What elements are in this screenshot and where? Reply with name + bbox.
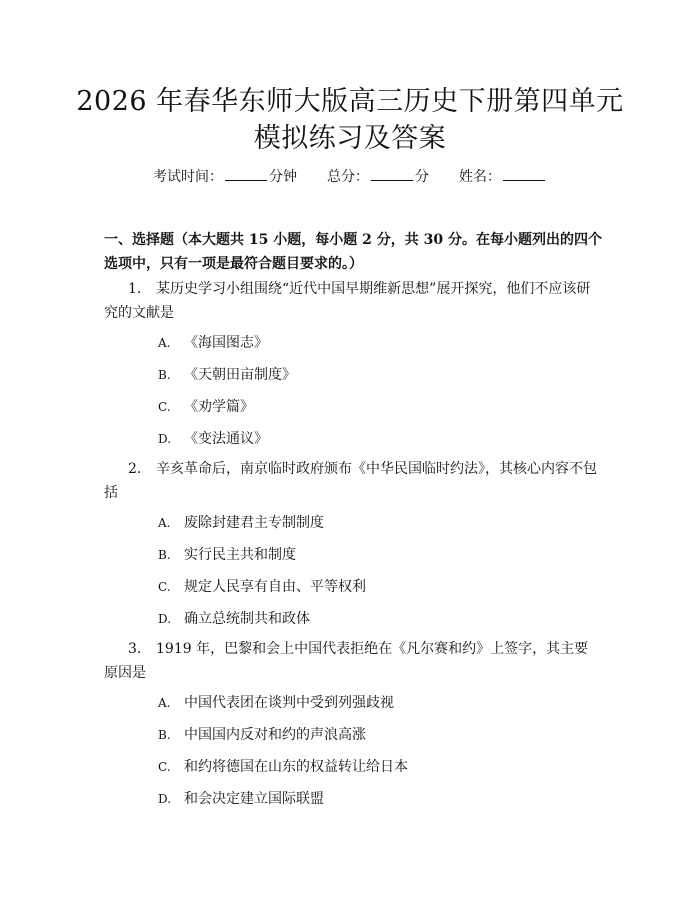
option-text: 中国代表团在谈判中受到列强歧视 — [184, 695, 394, 711]
student-name-field — [459, 166, 547, 187]
question-3-option-d[interactable] — [158, 789, 324, 809]
option-text: 《海国图志》 — [184, 335, 268, 351]
exam-time-label: 考试时间： — [153, 169, 223, 185]
option-text: 规定人民享有自由、平等权利 — [184, 579, 366, 595]
exam-time-blank[interactable] — [225, 166, 267, 181]
option-letter: A. — [158, 516, 171, 530]
question-3-option-a[interactable] — [158, 693, 394, 713]
option-text: 废除封建君主专制制度 — [184, 515, 324, 531]
question-2-option-a[interactable] — [158, 513, 324, 533]
page-title-line-1: 2026 年春华东师大版高三历史下册第四单元 — [76, 86, 624, 117]
question-3-stem — [104, 637, 600, 685]
option-text: 《天朝田亩制度》 — [184, 367, 296, 383]
option-text: 和会决定建立国际联盟 — [184, 791, 324, 807]
question-2-text: 辛亥革命后，南京临时政府颁布《中华民国临时约法》，其核心内容不包括 — [104, 461, 597, 501]
option-letter: B. — [158, 368, 171, 382]
question-1-stem — [104, 277, 600, 325]
question-1-number: 1. — [128, 281, 142, 297]
total-score-unit: 分 — [415, 169, 429, 185]
question-1-option-a[interactable] — [158, 333, 268, 353]
question-2-stem — [104, 457, 600, 505]
exam-time-field — [153, 166, 297, 187]
question-1-option-d[interactable] — [158, 429, 268, 449]
option-text: 《变法通议》 — [184, 431, 268, 447]
page-title-line-2: 模拟练习及答案 — [253, 123, 447, 154]
question-3-text: 1919 年，巴黎和会上中国代表拒绝在《凡尔赛和约》上签字，其主要原因是 — [104, 641, 589, 681]
option-letter: C. — [158, 400, 171, 414]
option-letter: C. — [158, 580, 171, 594]
question-2-number: 2. — [128, 461, 142, 477]
option-letter: B. — [158, 728, 171, 742]
question-3-option-c[interactable] — [158, 757, 408, 777]
option-letter: C. — [158, 760, 171, 774]
question-1-option-c[interactable] — [158, 397, 254, 417]
total-score-blank[interactable] — [371, 166, 413, 181]
option-letter: A. — [158, 336, 171, 350]
question-3-number: 3. — [128, 641, 142, 657]
option-letter: B. — [158, 548, 171, 562]
option-letter: D. — [158, 432, 172, 446]
option-letter: A. — [158, 696, 171, 710]
question-3-option-b[interactable] — [158, 725, 366, 745]
question-1-text: 某历史学习小组围绕“近代中国早期维新思想”展开探究，他们不应该研究的文献是 — [104, 281, 591, 321]
question-2-option-d[interactable] — [158, 609, 310, 629]
option-text: 和约将德国在山东的权益转让给日本 — [184, 759, 408, 775]
option-text: 实行民主共和制度 — [184, 547, 296, 563]
question-2-option-c[interactable] — [158, 577, 366, 597]
section-heading: 一、选择题（本大题共 15 小题，每小题 2 分，共 30 分。在每小题列出的四个选项中，只有一项是最符合题目要求的。） — [104, 232, 602, 272]
student-name-blank[interactable] — [503, 166, 545, 181]
option-text: 确立总统制共和政体 — [184, 611, 310, 627]
option-letter: D. — [158, 612, 172, 626]
option-letter: D. — [158, 792, 172, 806]
question-1-option-b[interactable] — [158, 365, 296, 385]
exam-info-row — [0, 166, 700, 187]
student-name-label: 姓名： — [459, 169, 501, 185]
option-text: 中国国内反对和约的声浪高涨 — [184, 727, 366, 743]
option-text: 《劝学篇》 — [184, 399, 254, 415]
total-score-field — [327, 166, 429, 187]
exam-time-unit: 分钟 — [269, 169, 297, 185]
total-score-label: 总分： — [327, 169, 369, 185]
question-2-option-b[interactable] — [158, 545, 296, 565]
